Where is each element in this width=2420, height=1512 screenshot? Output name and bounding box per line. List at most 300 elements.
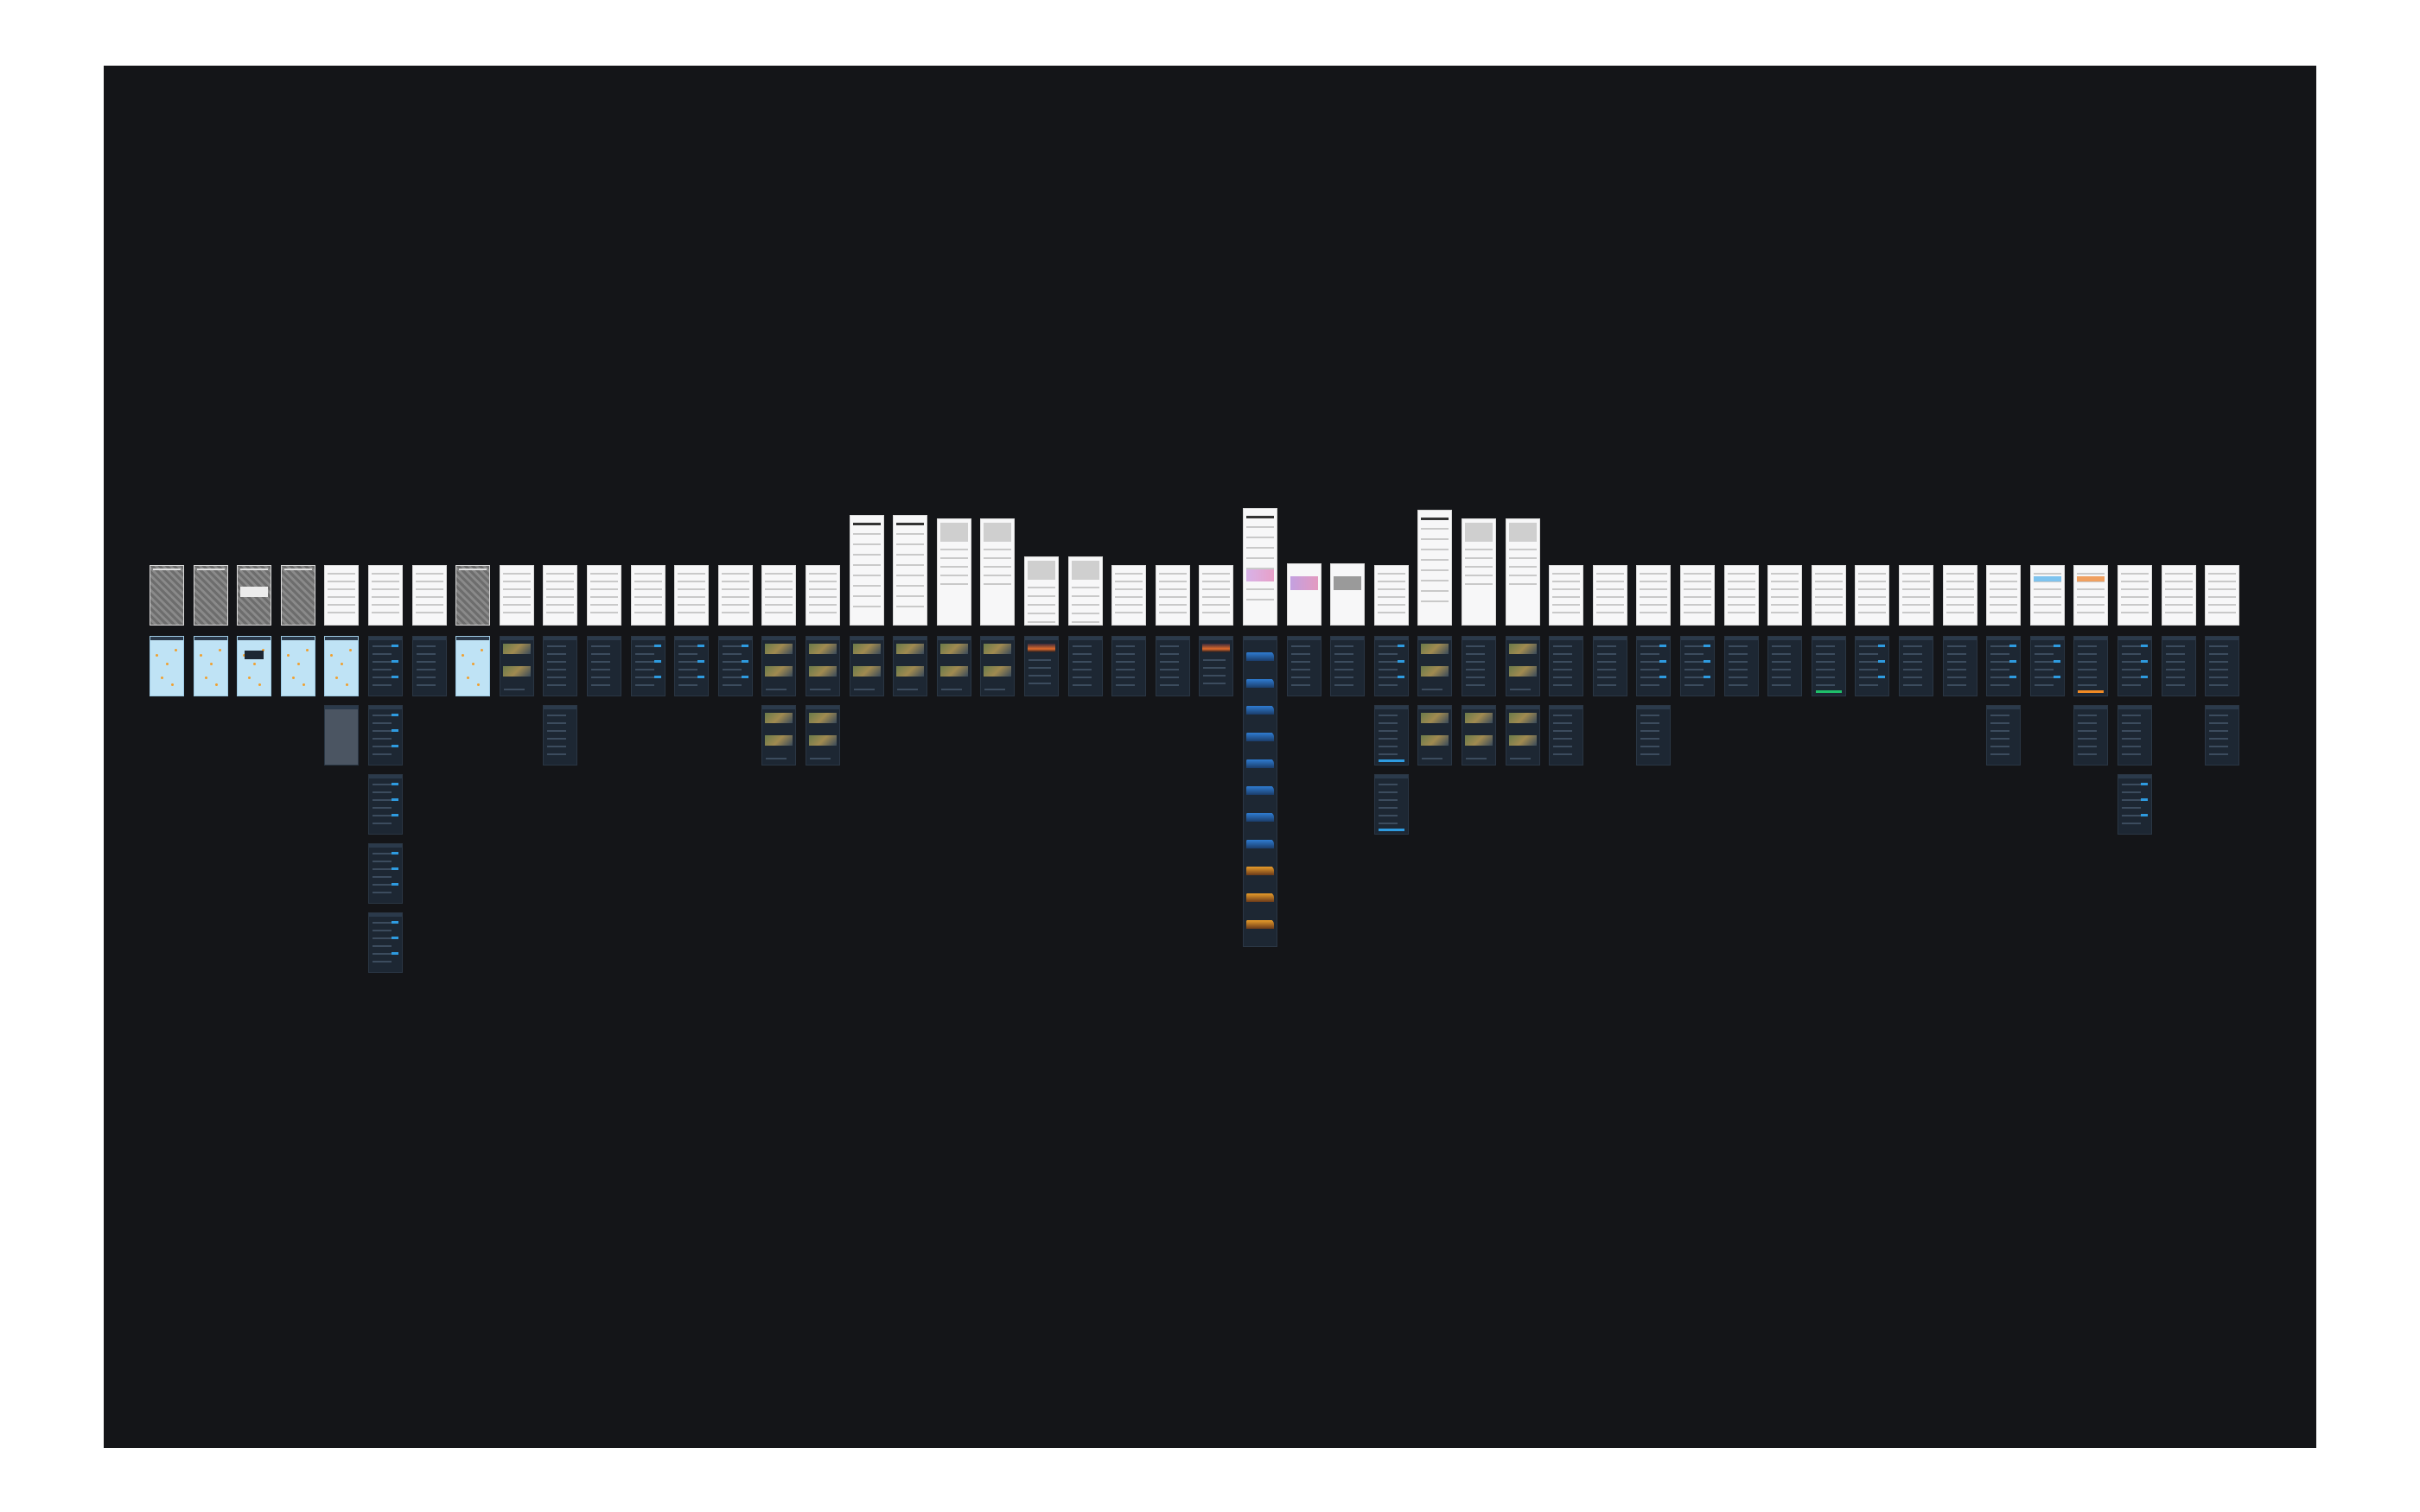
mockup-screen[interactable]	[1593, 636, 1627, 696]
mockup-screen[interactable]	[718, 636, 753, 696]
wireframe-screen[interactable]	[1068, 556, 1103, 626]
mockup-screen[interactable]	[543, 636, 577, 696]
list-row[interactable]	[1684, 677, 1704, 678]
mockup-screen[interactable]	[1767, 636, 1802, 696]
photo-thumbnail[interactable]	[940, 666, 968, 677]
list-row[interactable]	[373, 684, 392, 686]
mockup-screen[interactable]	[1243, 636, 1277, 947]
map-pin-icon[interactable]	[171, 683, 174, 686]
mockup-screen[interactable]	[761, 705, 796, 766]
list-row[interactable]	[1379, 730, 1398, 732]
list-row[interactable]	[1553, 730, 1572, 732]
toggle-switch[interactable]	[392, 921, 398, 924]
list-row[interactable]	[1466, 653, 1485, 655]
list-row[interactable]	[1379, 684, 1398, 686]
toggle-switch[interactable]	[392, 867, 398, 870]
list-row[interactable]	[547, 753, 566, 755]
list-row[interactable]	[723, 661, 742, 663]
mockup-screen[interactable]	[806, 636, 840, 696]
list-row[interactable]	[2035, 661, 2054, 663]
primary-button[interactable]	[1379, 829, 1404, 831]
list-row[interactable]	[1729, 653, 1748, 655]
list-row[interactable]	[547, 722, 566, 724]
list-row[interactable]	[417, 677, 436, 678]
list-row[interactable]	[723, 669, 742, 670]
toggle-switch[interactable]	[392, 798, 398, 801]
toggle-switch[interactable]	[1878, 660, 1885, 663]
toggle-switch[interactable]	[1659, 660, 1666, 663]
list-row[interactable]	[1990, 661, 2009, 663]
toggle-switch[interactable]	[392, 660, 398, 663]
list-row[interactable]	[373, 784, 392, 785]
list-row[interactable]	[1903, 677, 1922, 678]
toggle-switch[interactable]	[742, 660, 748, 663]
list-row[interactable]	[1379, 784, 1398, 785]
list-row[interactable]	[1116, 661, 1135, 663]
mockup-screen[interactable]	[2073, 705, 2108, 766]
wireframe-screen[interactable]	[2205, 565, 2239, 626]
list-row[interactable]	[2035, 684, 2054, 686]
list-row[interactable]	[678, 661, 697, 663]
list-row[interactable]	[1334, 677, 1353, 678]
mockup-screen[interactable]	[1636, 705, 1671, 766]
list-row[interactable]	[2166, 677, 2185, 678]
photo-thumbnail[interactable]	[1509, 644, 1537, 654]
list-row[interactable]	[1379, 738, 1398, 740]
map-pin-icon[interactable]	[219, 649, 221, 651]
map-pin-icon[interactable]	[302, 683, 305, 686]
list-row[interactable]	[1903, 661, 1922, 663]
list-row[interactable]	[547, 653, 566, 655]
mockup-screen[interactable]	[1855, 636, 1889, 696]
mockup-screen[interactable]	[2162, 636, 2196, 696]
wireframe-screen[interactable]	[194, 565, 228, 626]
list-row[interactable]	[1816, 669, 1835, 670]
mockup-screen[interactable]	[1680, 636, 1715, 696]
mockup-screen[interactable]	[1506, 636, 1540, 696]
list-row[interactable]	[2122, 730, 2141, 732]
list-row[interactable]	[1116, 645, 1135, 647]
mockup-screen[interactable]	[2205, 636, 2239, 696]
list-row[interactable]	[2078, 738, 2097, 740]
list-row[interactable]	[2078, 684, 2097, 686]
photo-thumbnail[interactable]	[1465, 713, 1493, 723]
photo-thumbnail[interactable]	[809, 666, 837, 677]
list-row[interactable]	[2122, 784, 2141, 785]
toggle-switch[interactable]	[1398, 676, 1404, 678]
list-row[interactable]	[2166, 684, 2185, 686]
list-row[interactable]	[1553, 738, 1572, 740]
list-row[interactable]	[373, 746, 392, 747]
toggle-switch[interactable]	[392, 937, 398, 939]
mockup-screen[interactable]	[237, 636, 271, 696]
list-row[interactable]	[678, 669, 697, 670]
list-row[interactable]	[2078, 669, 2097, 670]
list-row[interactable]	[1990, 730, 2009, 732]
photo-thumbnail[interactable]	[1509, 735, 1537, 746]
list-row[interactable]	[1379, 715, 1398, 716]
list-row[interactable]	[1990, 653, 2009, 655]
list-row[interactable]	[1116, 677, 1135, 678]
list-row[interactable]	[2122, 677, 2141, 678]
list-row[interactable]	[2209, 684, 2228, 686]
list-row[interactable]	[2209, 753, 2228, 755]
list-row[interactable]	[373, 868, 392, 870]
map-pin-icon[interactable]	[175, 649, 177, 651]
photo-thumbnail[interactable]	[809, 644, 837, 654]
list-row[interactable]	[2122, 661, 2141, 663]
list-row[interactable]	[1553, 645, 1572, 647]
toggle-switch[interactable]	[392, 745, 398, 747]
mockup-screen[interactable]	[2118, 774, 2152, 835]
list-row[interactable]	[1640, 753, 1659, 755]
mockup-screen[interactable]	[1986, 636, 2021, 696]
list-row[interactable]	[2035, 677, 2054, 678]
mockup-screen[interactable]	[1724, 636, 1759, 696]
list-row[interactable]	[1772, 653, 1791, 655]
map-pin-icon[interactable]	[346, 683, 348, 686]
toggle-switch[interactable]	[2054, 645, 2060, 647]
list-row[interactable]	[417, 669, 436, 670]
toggle-switch[interactable]	[654, 660, 661, 663]
mockup-screen[interactable]	[631, 636, 666, 696]
wireframe-screen[interactable]	[281, 565, 315, 626]
list-row[interactable]	[547, 669, 566, 670]
mockup-screen[interactable]	[1549, 705, 1583, 766]
list-row[interactable]	[2078, 677, 2097, 678]
map-pin-icon[interactable]	[248, 677, 251, 679]
list-row[interactable]	[1553, 677, 1572, 678]
list-row[interactable]	[373, 807, 392, 809]
list-row[interactable]	[678, 653, 697, 655]
list-row[interactable]	[1772, 661, 1791, 663]
list-row[interactable]	[1379, 661, 1398, 663]
list-row[interactable]	[1684, 653, 1704, 655]
wireframe-screen[interactable]	[937, 518, 971, 626]
photo-thumbnail[interactable]	[1421, 735, 1449, 746]
map-pin-icon[interactable]	[297, 663, 300, 665]
mockup-screen[interactable]	[1812, 636, 1846, 696]
list-row[interactable]	[547, 677, 566, 678]
toggle-switch[interactable]	[654, 676, 661, 678]
map-pin-icon[interactable]	[306, 649, 309, 651]
wireframe-screen[interactable]	[1636, 565, 1671, 626]
toggle-switch[interactable]	[654, 645, 661, 647]
list-row[interactable]	[723, 684, 742, 686]
map-pin-icon[interactable]	[462, 654, 464, 657]
list-row[interactable]	[1073, 669, 1092, 670]
wireframe-screen[interactable]	[1724, 565, 1759, 626]
toggle-switch[interactable]	[742, 645, 748, 647]
list-row[interactable]	[1684, 669, 1704, 670]
list-row[interactable]	[1772, 669, 1791, 670]
list-row[interactable]	[1859, 669, 1878, 670]
list-row[interactable]	[373, 661, 392, 663]
list-row[interactable]	[1947, 684, 1966, 686]
list-row[interactable]	[1729, 661, 1748, 663]
list-row[interactable]	[2035, 669, 2054, 670]
mockup-screen[interactable]	[980, 636, 1015, 696]
list-row[interactable]	[1553, 715, 1572, 716]
list-row[interactable]	[373, 738, 392, 740]
list-row[interactable]	[373, 645, 392, 647]
mockup-screen[interactable]	[587, 636, 621, 696]
list-row[interactable]	[2166, 669, 2185, 670]
list-row[interactable]	[1859, 677, 1878, 678]
list-row[interactable]	[373, 791, 392, 793]
list-row[interactable]	[417, 684, 436, 686]
list-row[interactable]	[1379, 815, 1398, 816]
list-row[interactable]	[1816, 645, 1835, 647]
list-row[interactable]	[2122, 823, 2141, 824]
mockup-screen[interactable]	[1068, 636, 1103, 696]
list-row[interactable]	[2122, 753, 2141, 755]
list-row[interactable]	[373, 753, 392, 755]
wireframe-screen[interactable]	[1593, 565, 1627, 626]
primary-button[interactable]	[1379, 759, 1404, 762]
mockup-screen[interactable]	[893, 636, 927, 696]
photo-thumbnail[interactable]	[765, 666, 793, 677]
wireframe-screen[interactable]	[1899, 565, 1933, 626]
mockup-screen[interactable]	[1462, 636, 1496, 696]
list-row[interactable]	[2078, 715, 2097, 716]
map-pin-icon[interactable]	[467, 677, 469, 679]
info-card[interactable]	[245, 651, 264, 659]
map-pin-icon[interactable]	[349, 649, 352, 651]
list-row[interactable]	[2078, 645, 2097, 647]
list-row[interactable]	[1684, 661, 1704, 663]
wireframe-screen[interactable]	[1287, 563, 1321, 626]
list-row[interactable]	[591, 645, 610, 647]
wireframe-screen[interactable]	[1812, 565, 1846, 626]
toggle-switch[interactable]	[2009, 676, 2016, 678]
list-row[interactable]	[417, 661, 436, 663]
wireframe-screen[interactable]	[2030, 565, 2065, 626]
list-row[interactable]	[2209, 715, 2228, 716]
list-row[interactable]	[373, 861, 392, 862]
list-row[interactable]	[723, 677, 742, 678]
list-row[interactable]	[2209, 730, 2228, 732]
toggle-switch[interactable]	[697, 676, 704, 678]
list-row[interactable]	[2166, 645, 2185, 647]
mockup-screen[interactable]	[2118, 636, 2152, 696]
toggle-switch[interactable]	[2009, 645, 2016, 647]
list-row[interactable]	[1597, 669, 1616, 670]
list-row[interactable]	[1291, 653, 1310, 655]
list-row[interactable]	[591, 684, 610, 686]
list-row[interactable]	[1160, 645, 1179, 647]
photo-thumbnail[interactable]	[1509, 666, 1537, 677]
toggle-switch[interactable]	[2054, 660, 2060, 663]
toggle-switch[interactable]	[1659, 645, 1666, 647]
list-row[interactable]	[2078, 746, 2097, 747]
photo-thumbnail[interactable]	[984, 666, 1011, 677]
list-row[interactable]	[1466, 684, 1485, 686]
mockup-screen[interactable]	[324, 705, 359, 766]
wireframe-screen[interactable]	[2118, 565, 2152, 626]
list-row[interactable]	[1160, 669, 1179, 670]
wireframe-screen[interactable]	[150, 565, 184, 626]
mockup-screen[interactable]	[1986, 705, 2021, 766]
list-row[interactable]	[2122, 799, 2141, 801]
list-row[interactable]	[1859, 645, 1878, 647]
list-row[interactable]	[1379, 645, 1398, 647]
list-row[interactable]	[1597, 684, 1616, 686]
photo-thumbnail[interactable]	[1421, 666, 1449, 677]
list-row[interactable]	[1379, 753, 1398, 755]
mockup-screen[interactable]	[1636, 636, 1671, 696]
map-pin-icon[interactable]	[292, 677, 295, 679]
mockup-screen[interactable]	[1462, 705, 1496, 766]
photo-thumbnail[interactable]	[1509, 713, 1537, 723]
mockup-screen[interactable]	[2205, 705, 2239, 766]
list-row[interactable]	[1772, 677, 1791, 678]
list-row[interactable]	[1334, 684, 1353, 686]
toggle-switch[interactable]	[392, 729, 398, 732]
list-row[interactable]	[373, 892, 392, 893]
list-row[interactable]	[1947, 645, 1966, 647]
list-row[interactable]	[1903, 645, 1922, 647]
mockup-screen[interactable]	[806, 705, 840, 766]
list-row[interactable]	[2209, 661, 2228, 663]
list-row[interactable]	[591, 661, 610, 663]
list-row[interactable]	[373, 884, 392, 886]
list-row[interactable]	[1903, 684, 1922, 686]
mockup-screen[interactable]	[368, 912, 403, 973]
primary-button[interactable]	[2078, 690, 2104, 693]
list-row[interactable]	[1640, 684, 1659, 686]
list-row[interactable]	[1640, 645, 1659, 647]
wireframe-screen[interactable]	[368, 565, 403, 626]
list-row[interactable]	[678, 684, 697, 686]
list-row[interactable]	[2209, 677, 2228, 678]
list-row[interactable]	[1073, 661, 1092, 663]
list-row[interactable]	[1640, 715, 1659, 716]
toggle-switch[interactable]	[1878, 645, 1885, 647]
list-row[interactable]	[635, 669, 654, 670]
list-row[interactable]	[1597, 645, 1616, 647]
wireframe-screen[interactable]	[1330, 563, 1365, 626]
wireframe-screen[interactable]	[1462, 518, 1496, 626]
mockup-screen[interactable]	[150, 636, 184, 696]
toggle-switch[interactable]	[1704, 676, 1710, 678]
mockup-screen[interactable]	[368, 843, 403, 904]
list-row[interactable]	[547, 715, 566, 716]
list-row[interactable]	[1379, 669, 1398, 670]
list-row[interactable]	[1990, 746, 2009, 747]
list-row[interactable]	[373, 677, 392, 678]
list-row[interactable]	[1947, 653, 1966, 655]
list-row[interactable]	[1859, 653, 1878, 655]
mockup-screen[interactable]	[2118, 705, 2152, 766]
list-row[interactable]	[373, 730, 392, 732]
mockup-screen[interactable]	[543, 705, 577, 766]
list-row[interactable]	[1816, 661, 1835, 663]
toggle-switch[interactable]	[1878, 676, 1885, 678]
list-row[interactable]	[678, 677, 697, 678]
list-row[interactable]	[1947, 677, 1966, 678]
list-row[interactable]	[1597, 661, 1616, 663]
photo-thumbnail[interactable]	[765, 735, 793, 746]
list-row[interactable]	[1816, 684, 1835, 686]
list-row[interactable]	[1116, 653, 1135, 655]
list-row[interactable]	[2209, 653, 2228, 655]
list-row[interactable]	[1597, 653, 1616, 655]
list-row[interactable]	[1640, 730, 1659, 732]
list-row[interactable]	[1334, 645, 1353, 647]
toggle-switch[interactable]	[697, 645, 704, 647]
map-pin-icon[interactable]	[258, 683, 261, 686]
list-row[interactable]	[1160, 684, 1179, 686]
list-row[interactable]	[1116, 684, 1135, 686]
list-row[interactable]	[2122, 715, 2141, 716]
toggle-switch[interactable]	[1704, 645, 1710, 647]
wireframe-screen[interactable]	[1506, 518, 1540, 626]
photo-thumbnail[interactable]	[503, 666, 531, 677]
toggle-switch[interactable]	[2141, 676, 2148, 678]
wireframe-screen[interactable]	[761, 565, 796, 626]
map-pin-icon[interactable]	[166, 663, 169, 665]
list-row[interactable]	[417, 653, 436, 655]
mockup-screen[interactable]	[2030, 636, 2065, 696]
toggle-switch[interactable]	[1398, 660, 1404, 663]
list-row[interactable]	[678, 645, 697, 647]
list-row[interactable]	[591, 653, 610, 655]
mockup-screen[interactable]	[1374, 636, 1409, 696]
list-row[interactable]	[373, 953, 392, 955]
list-row[interactable]	[1990, 753, 2009, 755]
list-row[interactable]	[1772, 684, 1791, 686]
mockup-screen[interactable]	[412, 636, 447, 696]
list-row[interactable]	[1640, 661, 1659, 663]
list-row[interactable]	[1073, 677, 1092, 678]
map-pin-icon[interactable]	[210, 663, 213, 665]
list-row[interactable]	[591, 669, 610, 670]
list-row[interactable]	[2209, 738, 2228, 740]
list-row[interactable]	[1073, 684, 1092, 686]
list-row[interactable]	[1729, 677, 1748, 678]
map-pin-icon[interactable]	[253, 663, 256, 665]
list-row[interactable]	[635, 677, 654, 678]
list-row[interactable]	[2035, 653, 2054, 655]
mockup-screen[interactable]	[1506, 705, 1540, 766]
wireframe-screen[interactable]	[237, 565, 271, 626]
list-row[interactable]	[1816, 653, 1835, 655]
map-pin-icon[interactable]	[205, 677, 207, 679]
list-row[interactable]	[2166, 661, 2185, 663]
mockup-screen[interactable]	[324, 636, 359, 696]
mockup-screen[interactable]	[937, 636, 971, 696]
map-pin-icon[interactable]	[481, 649, 483, 651]
list-row[interactable]	[723, 645, 742, 647]
list-row[interactable]	[1379, 653, 1398, 655]
toggle-switch[interactable]	[392, 852, 398, 854]
wireframe-screen[interactable]	[1855, 565, 1889, 626]
list-row[interactable]	[373, 961, 392, 962]
list-row[interactable]	[1466, 661, 1485, 663]
list-row[interactable]	[635, 684, 654, 686]
wireframe-screen[interactable]	[806, 565, 840, 626]
list-row[interactable]	[1816, 677, 1835, 678]
list-row[interactable]	[1729, 645, 1748, 647]
list-row[interactable]	[1684, 684, 1704, 686]
mockup-screen[interactable]	[194, 636, 228, 696]
list-row[interactable]	[1291, 669, 1310, 670]
list-row[interactable]	[417, 645, 436, 647]
list-row[interactable]	[1990, 677, 2009, 678]
list-row[interactable]	[1947, 669, 1966, 670]
map-pin-icon[interactable]	[287, 654, 290, 657]
